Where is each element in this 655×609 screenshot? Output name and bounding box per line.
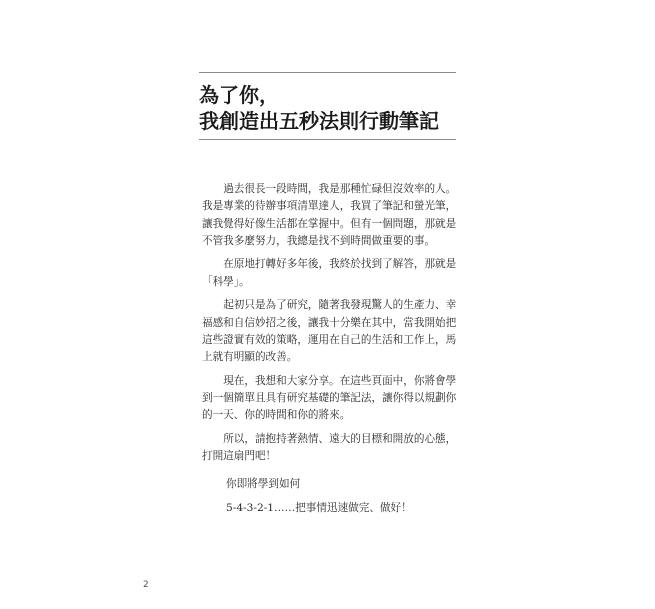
- paragraph-1: [202, 181, 464, 250]
- title-line-2: 我創造出五秒法則行動筆記: [199, 109, 439, 133]
- paragraph-5: [202, 431, 464, 466]
- paragraph-line: 在原地打轉好多年後，我終於找到了解答，那就是: [223, 258, 457, 271]
- title-line-1: 為了你，: [199, 83, 279, 107]
- paragraph-line: 「科學」。: [202, 275, 250, 288]
- paragraph-line: 的一天、你的時間和你的將來。: [202, 409, 351, 422]
- paragraph-2: [202, 256, 464, 291]
- paragraph-line: 現在，我想和大家分享。在這些頁面中，你將會學: [223, 374, 457, 387]
- paragraph-3: [202, 297, 464, 366]
- paragraph-line: 讓我覺得好像生活都在掌握中。但有一個問題，那就是: [202, 217, 457, 230]
- learn-section: [226, 472, 412, 520]
- title-top-rule: [199, 72, 456, 73]
- paragraph-line: 過去很長一段時間，我是那種忙碌但沒效率的人。: [223, 183, 457, 195]
- paragraph-line: 打開這扇門吧！: [202, 450, 277, 463]
- learn-heading: 你即將學到如何: [226, 478, 301, 490]
- page-title: [199, 82, 469, 134]
- paragraph-line: 上就有明顯的改善。: [202, 351, 298, 364]
- paragraph-line: 福感和自信妙招之後，讓我十分樂在其中，當我開始把: [202, 316, 457, 329]
- learn-item: 5-4-3-2-1……把事情迅速做完、做好！: [226, 502, 412, 514]
- paragraph-line: 這些證實有效的策略，運用在自己的生活和工作上，馬: [202, 333, 457, 346]
- title-bottom-rule: [199, 139, 456, 140]
- paragraph-line: 我是專業的待辦事項清單達人，我買了筆記和螢光筆，: [202, 200, 457, 213]
- paragraph-line: 到一個簡單且具有研究基礎的筆記法，讓你得以規劃你: [202, 392, 457, 405]
- page-number: 2: [143, 580, 149, 590]
- paragraph-line: 不管我多麼努力，我總是找不到時間做重要的事。: [202, 234, 436, 247]
- paragraph-4: [202, 373, 464, 425]
- paragraph-line: 所以，請抱持著熱情、遠大的目標和開放的心態，: [223, 433, 457, 446]
- body-text: [202, 181, 464, 472]
- paragraph-line: 起初只是為了研究，隨著我發現驚人的生產力、幸: [223, 299, 457, 312]
